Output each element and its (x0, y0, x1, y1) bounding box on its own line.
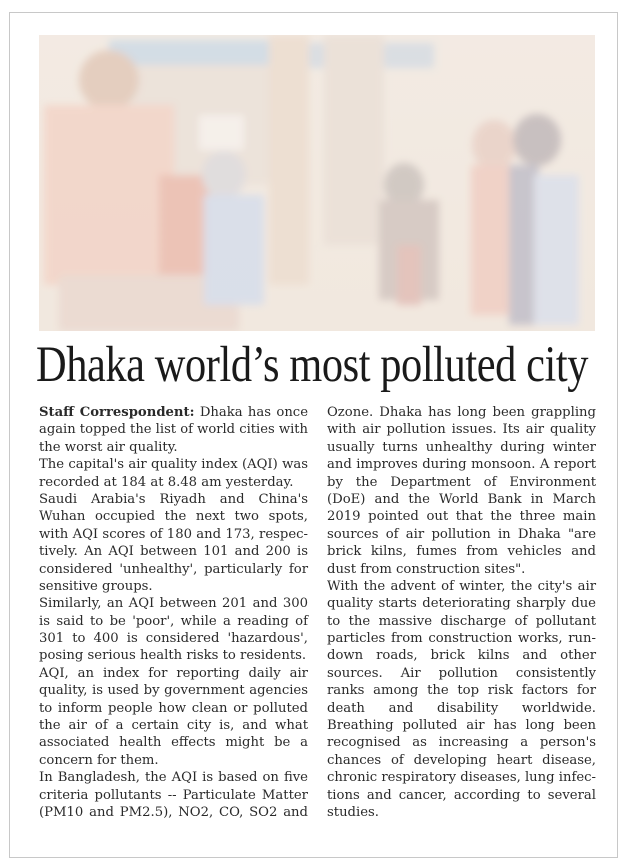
text-line (39, 804, 308, 821)
line-text: Wuhan occupied the next two spots, (39, 509, 308, 525)
line-text: Saudi Arabia's Riyadh and China's (39, 491, 308, 507)
text-line (327, 543, 596, 560)
text-line (39, 700, 308, 717)
line-text: and improves during monsoon. A report (327, 457, 596, 473)
text-line (327, 682, 596, 699)
text-line (39, 439, 308, 456)
text-line (327, 508, 596, 525)
text-line (39, 665, 308, 682)
text-line (327, 474, 596, 491)
line-text: Breathing polluted air has long been (327, 718, 596, 734)
text-line (39, 787, 308, 804)
line-text: tions and cancer, according to several (327, 787, 596, 803)
text-line (39, 769, 308, 786)
text-line (327, 804, 596, 821)
text-line (327, 647, 596, 664)
text-line (327, 769, 596, 786)
smog-street-photo-icon (39, 35, 595, 331)
line-text: to inform people how clean or polluted (39, 700, 308, 716)
text-line (327, 613, 596, 630)
line-text: quality, is used by government agencies (39, 683, 308, 699)
line-text: associated health effects might be a (39, 735, 308, 751)
line-text: sensitive groups. (39, 578, 153, 594)
text-line (327, 526, 596, 543)
text-line (327, 439, 596, 456)
line-text: AQI, an index for reporting daily air (39, 665, 308, 681)
text-line (327, 700, 596, 717)
line-text: the worst air quality. (39, 439, 178, 455)
text-line (39, 474, 308, 491)
text-line (327, 734, 596, 751)
text-line (327, 665, 596, 682)
line-text: Dhaka has once (194, 405, 308, 420)
text-line (39, 752, 308, 769)
text-line (39, 543, 308, 560)
text-line (39, 561, 308, 578)
line-text: With the advent of winter, the city's air (327, 578, 596, 594)
text-line (39, 595, 308, 612)
line-text: ranks among the top risk factors for (327, 683, 596, 699)
text-line (39, 630, 308, 647)
text-line (327, 561, 596, 578)
text-line (39, 734, 308, 751)
text-line (327, 787, 596, 804)
text-line (39, 491, 308, 508)
text-line (327, 595, 596, 612)
article-headline: Dhaka world’s most polluted city (36, 337, 588, 393)
text-line (39, 613, 308, 630)
text-line (39, 526, 308, 543)
line-text: recognised as increasing a person's (327, 735, 596, 751)
line-text: 2019 pointed out that the three main (327, 509, 596, 525)
line-text: chronic respiratory diseases, lung infec- (327, 770, 596, 786)
line-text: the air of a certain city is, and what (39, 718, 308, 734)
text-line (39, 682, 308, 699)
text-line (327, 404, 596, 421)
line-text: considered 'unhealthy', particularly for (39, 561, 308, 577)
line-text: tively. An AQI between 101 and 200 is (39, 544, 308, 560)
text-line (327, 717, 596, 734)
text-line (327, 456, 596, 473)
line-text: In Bangladesh, the AQI is based on five (39, 770, 308, 786)
line-text: to the massive discharge of pollutant (327, 613, 596, 629)
line-text: studies. (327, 804, 379, 820)
line-text: sources. Air pollution consistently (327, 665, 596, 681)
text-line (327, 578, 596, 595)
line-text: brick kilns, fumes from vehicles and (327, 544, 596, 560)
line-text: death and disability worldwide. (327, 700, 596, 716)
line-text: concern for them. (39, 752, 159, 768)
line-text: by the Department of Environment (327, 474, 596, 490)
line-text: criteria pollutants -- Particulate Matter (39, 787, 308, 803)
line-text: quality starts deteriorating sharply due (327, 596, 596, 612)
text-line (327, 491, 596, 508)
line-text: chances of developing heart disease, (327, 752, 596, 768)
text-line (39, 404, 308, 421)
line-text: Similarly, an AQI between 201 and 300 (39, 596, 308, 612)
text-line (39, 717, 308, 734)
text-line (39, 647, 308, 664)
line-text: with AQI scores of 180 and 173, respec- (39, 526, 308, 542)
text-line (39, 421, 306, 438)
line-text: posing serious health risks to residents. (39, 648, 307, 664)
text-line (327, 421, 596, 438)
line-text: 301 to 400 is considered 'hazardous', (39, 631, 308, 647)
line-text: down roads, brick kilns and other (327, 648, 596, 664)
line-text: particles from construction works, run- (327, 631, 596, 647)
line-text: (DoE) and the World Bank in March (327, 491, 596, 507)
text-line (39, 578, 308, 595)
text-line (327, 752, 596, 769)
article-column-right (327, 404, 596, 821)
text-line (327, 630, 596, 647)
text-line (39, 456, 308, 473)
line-text: Ozone. Dhaka has long been grappling (327, 405, 596, 420)
article-column-left (39, 404, 308, 821)
byline: Staff Correspondent: (39, 405, 195, 420)
article-photo (39, 35, 595, 331)
line-text: is said to be 'poor', while a reading of (39, 613, 308, 629)
line-text: The capital's air quality index (AQI) was (39, 457, 308, 473)
line-text: with air pollution issues. Its air quality (327, 422, 596, 438)
line-text: usually turns unhealthy during winter (327, 439, 596, 455)
line-text: recorded at 184 at 8.48 am yesterday. (39, 474, 294, 490)
line-text: dust from construction sites". (327, 561, 526, 577)
line-text: (PM10 and PM2.5), NO2, CO, SO2 and (39, 804, 308, 820)
line-text: sources of air pollution in Dhaka "are (327, 526, 596, 542)
text-line (39, 508, 308, 525)
line-text: again topped the list of world cities with (39, 422, 308, 438)
